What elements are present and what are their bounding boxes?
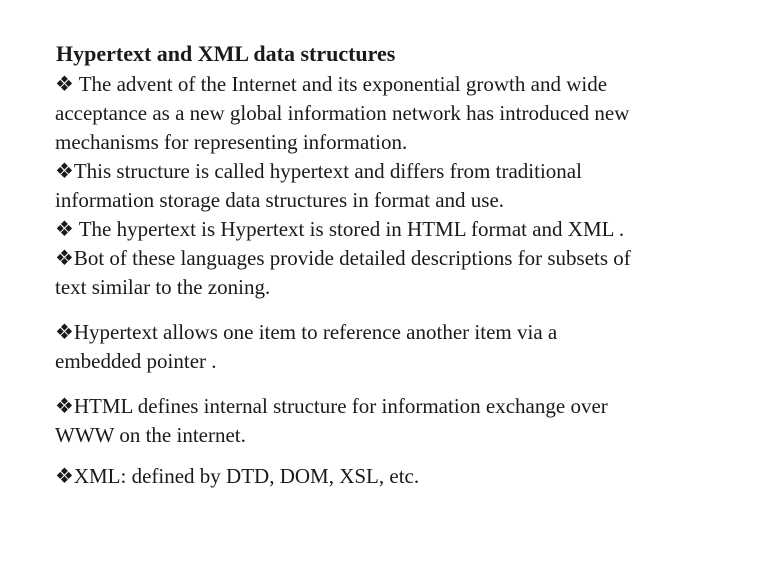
- bullet-paragraph: [55, 215, 735, 244]
- text-line: ❖ The advent of the Internet and its exponential growth and wide: [55, 72, 608, 96]
- text-line: ❖XML: defined by DTD, DOM, XSL, etc.: [55, 464, 420, 488]
- text-line: text similar to the zoning.: [55, 275, 271, 299]
- text-line: ❖ The hypertext is Hypertext is stored in HTML format and XML .: [55, 217, 625, 241]
- text-line: ❖Hypertext allows one item to reference another item via a: [55, 320, 558, 344]
- text-line: embedded pointer .: [55, 349, 217, 373]
- text-line: information storage data structures in format and use.: [55, 188, 505, 212]
- bullet-paragraph: [55, 462, 735, 491]
- text-line: ❖HTML defines internal structure for information exchange over: [55, 394, 608, 418]
- bullet-paragraph: [55, 392, 735, 450]
- bullet-paragraph: [55, 157, 735, 215]
- text-line: acceptance as a new global information network has introduced new: [55, 101, 630, 125]
- slide-title: Hypertext and XML data structures: [56, 41, 396, 66]
- text-line: WWW on the internet.: [55, 423, 246, 447]
- text-line: ❖This structure is called hypertext and differs from traditional: [55, 159, 582, 183]
- bullet-paragraph: [55, 244, 735, 302]
- text-line: ❖Bot of these languages provide detailed descriptions for subsets of: [55, 246, 631, 270]
- bullet-paragraph: [55, 70, 735, 157]
- text-line: mechanisms for representing information.: [55, 130, 408, 154]
- bullet-paragraph: [55, 318, 735, 376]
